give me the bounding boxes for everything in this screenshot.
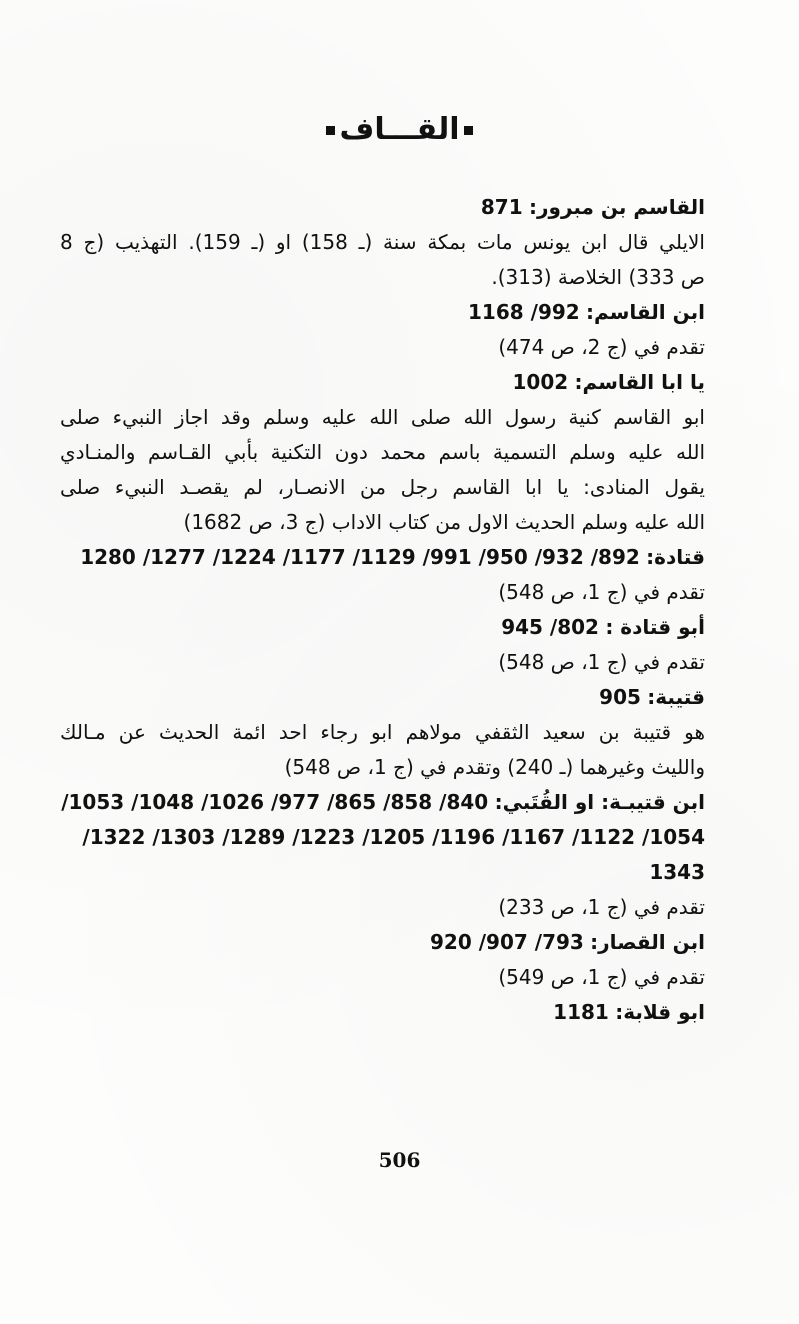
entry-refs: 793/ 907/ 920 [430,930,584,954]
entry-head: القاسم بن مبرور: [529,195,705,219]
entry-text-line [60,890,705,925]
entry-text-line [60,400,705,435]
entry-head: ابن قتيبـة: او القُتَبي: [494,790,705,814]
entry-text: تقدم في (ج 1، ص 548) [498,650,705,674]
entry-text-line [60,750,705,785]
entry-refs: 1343 [649,860,705,884]
square-ornament-icon [326,126,335,135]
entry-head: ابو قلابة: [615,1000,705,1024]
square-ornament-icon [464,126,473,135]
entry-refs-line [60,820,705,855]
entry-refs: 1054/ 1122/ 1167/ 1196/ 1205/ 1223/ 1289/ 1303/ 1322/ [82,825,705,849]
entry-line [60,365,705,400]
entries-body [60,190,705,1030]
section-title: القـــاف [339,112,460,147]
entry-head: أبو قتادة : [605,615,705,639]
entry-refs: 892/ 932/ 950/ 991/ 1129/ 1177/ 1224/ 1277/ 1280 [80,545,640,569]
entry-head: ابن القاسم: [586,300,705,324]
entry-text: والليث وغيرهما (ـ 240) وتقدم في (ج 1، ص 548) [284,755,705,779]
entry-head: قتادة: [646,545,705,569]
entry-text-line [60,715,705,750]
entry-text-line [60,330,705,365]
entry-line [60,540,705,575]
entry-text: تقدم في (ج 2، ص 474) [498,335,705,359]
entry-text-line [60,505,705,540]
entry-text-line [60,225,705,260]
entry-refs: 992/ 1168 [467,300,580,324]
entry-head: ابن القصار: [590,930,705,954]
section-heading [0,112,799,147]
entry-refs: 1181 [553,1000,609,1024]
entry-line [60,785,705,820]
entry-text-line [60,435,705,470]
entry-text: تقدم في (ج 1، ص 233) [498,895,705,919]
entry-text: الله عليه وسلم الحديث الاول من كتاب الاداب (ج 3، ص 1682) [183,510,705,534]
entry-text-line [60,470,705,505]
entry-line [60,995,705,1030]
entry-text-line [60,260,705,295]
entry-refs: 802/ 945 [501,615,599,639]
entry-text-line [60,575,705,610]
entry-line [60,295,705,330]
entry-refs: 905 [599,685,641,709]
entry-refs: 840/ 858/ 865/ 977/ 1026/ 1048/ 1053/ [61,790,489,814]
entry-text: الايلي قال ابن يونس مات بمكة سنة (ـ 158) او (ـ 159). التهذيب (ج 8 [60,230,705,254]
entry-text-line [60,645,705,680]
entry-text: تقدم في (ج 1، ص 548) [498,580,705,604]
entry-line [60,610,705,645]
entry-text: ابو القاسم كنية رسول الله صلى الله عليه وسلم وقد اجاز النبيء صلى [60,405,705,429]
entry-text: تقدم في (ج 1، ص 549) [498,965,705,989]
entry-refs: 1002 [512,370,569,394]
entry-refs-line [60,855,705,890]
entry-text: الله عليه وسلم التسمية باسم محمد دون التكنية بأبي القـاسم والمنـادي [60,440,705,464]
entry-head: يا ابا القاسم: [574,370,705,394]
entry-text: هو قتيبة بن سعيد الثقفي مولاهم ابو رجاء احد ائمة الحديث عن مـالك [60,720,705,744]
entry-line [60,925,705,960]
entry-text-line [60,960,705,995]
entry-text: يقول المنادى: يا ابا القاسم رجل من الانصـار، لم يقصـد النبيء صلى [60,475,705,499]
page-number: 506 [378,1148,421,1172]
entry-text: ص 333) الخلاصة (313). [491,265,705,289]
entry-refs: 871 [480,195,523,219]
entry-head: قتيبة: [647,685,705,709]
entry-line [60,680,705,715]
entry-line [60,190,705,225]
